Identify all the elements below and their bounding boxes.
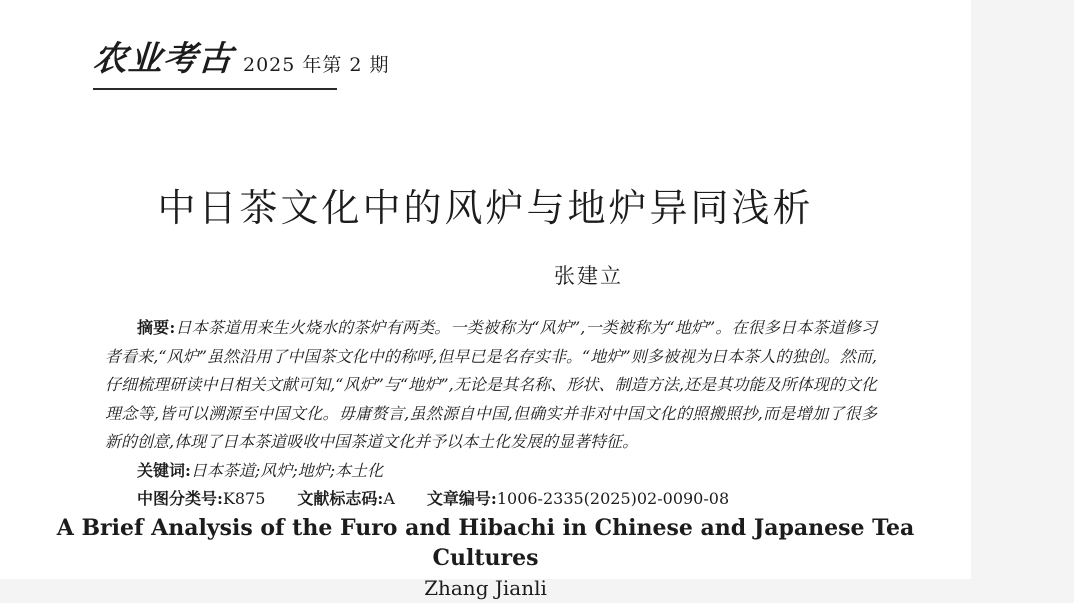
journal-logo: 农业考古 <box>91 39 235 79</box>
article-id-value: 1006-2335(2025)02-0090-08 <box>496 489 730 508</box>
doc-code-value: A <box>383 489 395 508</box>
english-title: A Brief Analysis of the Furo and Hibachi in Chinese and Japanese Tea Cultures <box>56 515 915 571</box>
classification-line <box>105 485 877 514</box>
clc-value: K875 <box>222 489 266 508</box>
article-id-label: 文章编号: <box>426 489 497 508</box>
abstract-section <box>105 314 877 514</box>
journal-header <box>91 39 390 90</box>
english-title-block <box>0 513 971 603</box>
doc-code-label: 文献标志码: <box>297 489 384 508</box>
journal-issue: 2025 年第 2 期 <box>243 54 390 77</box>
clc-label: 中图分类号: <box>137 489 223 508</box>
english-author: Zhang Jianli <box>424 576 547 600</box>
keywords-value: 日本茶道;风炉;地炉;本土化 <box>190 460 384 480</box>
abstract-paragraph <box>105 314 877 457</box>
article-author: 张建立 <box>554 264 623 288</box>
abstract-text: 日本茶道用来生火烧水的茶炉有两类。一类被称为“风炉”,一类被称为“地炉”。在很多日本茶道修习者看来,“风炉”虽然沿用了中国茶文化中的称呼,但早已是名存实非。“地炉”则多被视为日本茶人的独创。然而,仔细梳理研读中日相关文献可知,“风炉”与“地炉”,无论是其名称、形状、制造方法,还是其功能及所体现的文化理念等,皆可以溯源至中国文化。毋庸赘言,虽然源自中国,但确实并非对中国文化的照搬照抄,而是增加了很多新的创意,体现了日本茶道吸收中国茶道文化并予以本土化发展的显著特征。 <box>105 318 877 451</box>
article-title: 中日茶文化中的风炉与地炉异同浅析 <box>157 186 814 230</box>
keywords-line <box>105 457 877 486</box>
abstract-label: 摘要: <box>137 318 176 337</box>
keywords-label: 关键词: <box>137 460 191 480</box>
